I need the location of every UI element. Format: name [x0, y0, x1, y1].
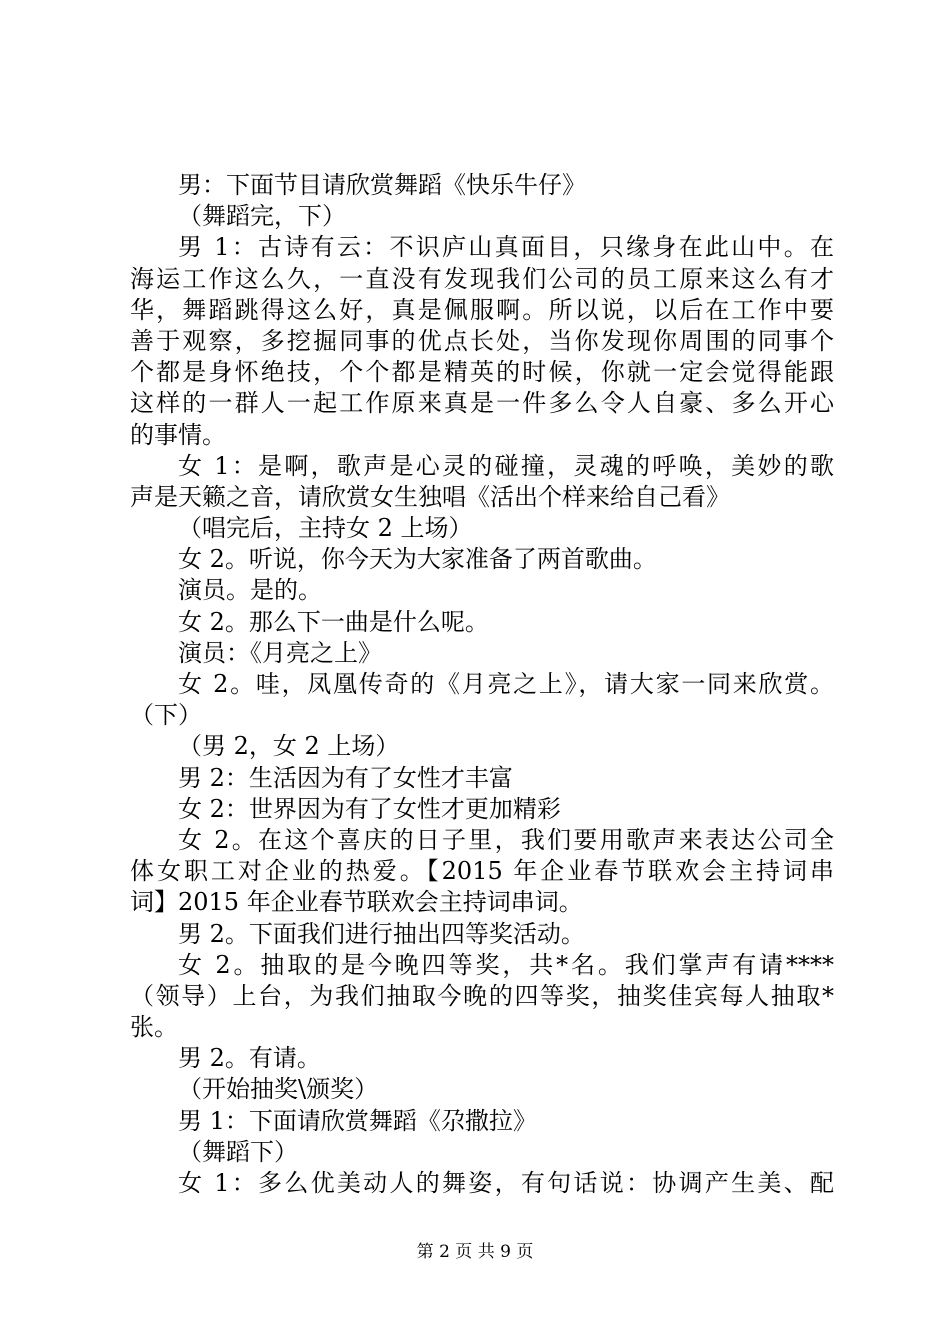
text-line: 善于观察，多挖掘同事的优点长处，当你发现你周围的同事个	[130, 326, 834, 355]
text-line: 的事情。	[130, 420, 226, 449]
text-line: 声是天籁之音，请欣赏女生独唱《活出个样来给自己看》	[130, 482, 730, 511]
text-line: 男 2：生活因为有了女性才丰富	[178, 763, 513, 792]
text-line: 女 2。抽取的是今晚四等奖，共*名。我们掌声有请****	[178, 950, 834, 979]
text-line: 男：下面节目请欣赏舞蹈《快乐牛仔》	[178, 171, 586, 199]
text-line: 女 2：世界因为有了女性才更加精彩	[178, 794, 561, 823]
text-line: 女 1：是啊，歌声是心灵的碰撞，灵魂的呼唤，美妙的歌	[178, 451, 834, 480]
text-line: 演员。是的。	[178, 576, 322, 605]
text-line: 女 2。在这个喜庆的日子里，我们要用歌声来表达公司全	[178, 825, 834, 854]
text-line: （唱完后，主持女 2 上场）	[178, 514, 473, 543]
text-line: （开始抽奖\颁奖）	[178, 1075, 379, 1104]
text-line: （舞蹈下）	[178, 1137, 298, 1166]
document-body	[130, 170, 834, 1199]
text-line: 男 1：古诗有云：不识庐山真面目，只缘身在此山中。在	[178, 233, 834, 262]
text-line: 女 2。哇，凤凰传奇的《月亮之上》，请大家一同来欣赏。	[178, 670, 834, 698]
text-line: 海运工作这么久，一直没有发现我们公司的员工原来这么有才	[130, 264, 834, 293]
text-line: 男 2。有请。	[178, 1044, 321, 1073]
text-line: 女 1：多么优美动人的舞姿，有句话说：协调产生美、配	[178, 1169, 834, 1197]
text-line: 个都是身怀绝技，个个都是精英的时候，你就一定会觉得能跟	[130, 358, 834, 387]
text-line: （男 2，女 2 上场）	[178, 732, 400, 761]
text-line: 张。	[130, 1013, 178, 1042]
text-line: 女 2。那么下一曲是什么呢。	[178, 607, 489, 636]
text-line: 男 2。下面我们进行抽出四等奖活动。	[178, 919, 585, 948]
text-line: 华，舞蹈跳得这么好，真是佩服啊。所以说，以后在工作中要	[130, 295, 834, 324]
page-footer: 第 2 页 共 9 页	[416, 1242, 534, 1262]
text-line: 词】2015 年企业春节联欢会主持词串词。	[130, 888, 583, 917]
text-line: 体女职工对企业的热爱。【2015 年企业春节联欢会主持词串	[130, 857, 834, 886]
text-line: （领导）上台，为我们抽取今晚的四等奖，抽奖佳宾每人抽取*	[130, 981, 834, 1010]
text-line: （舞蹈完，下）	[178, 202, 346, 231]
text-line: 女 2。听说，你今天为大家准备了两首歌曲。	[178, 545, 657, 574]
text-line: 男 1：下面请欣赏舞蹈《尕撒拉》	[178, 1106, 537, 1135]
text-line: 演员：《月亮之上》	[178, 638, 382, 667]
text-line: （下）	[130, 701, 202, 730]
text-line: 这样的一群人一起工作原来真是一件多么令人自豪、多么开心	[130, 389, 834, 418]
